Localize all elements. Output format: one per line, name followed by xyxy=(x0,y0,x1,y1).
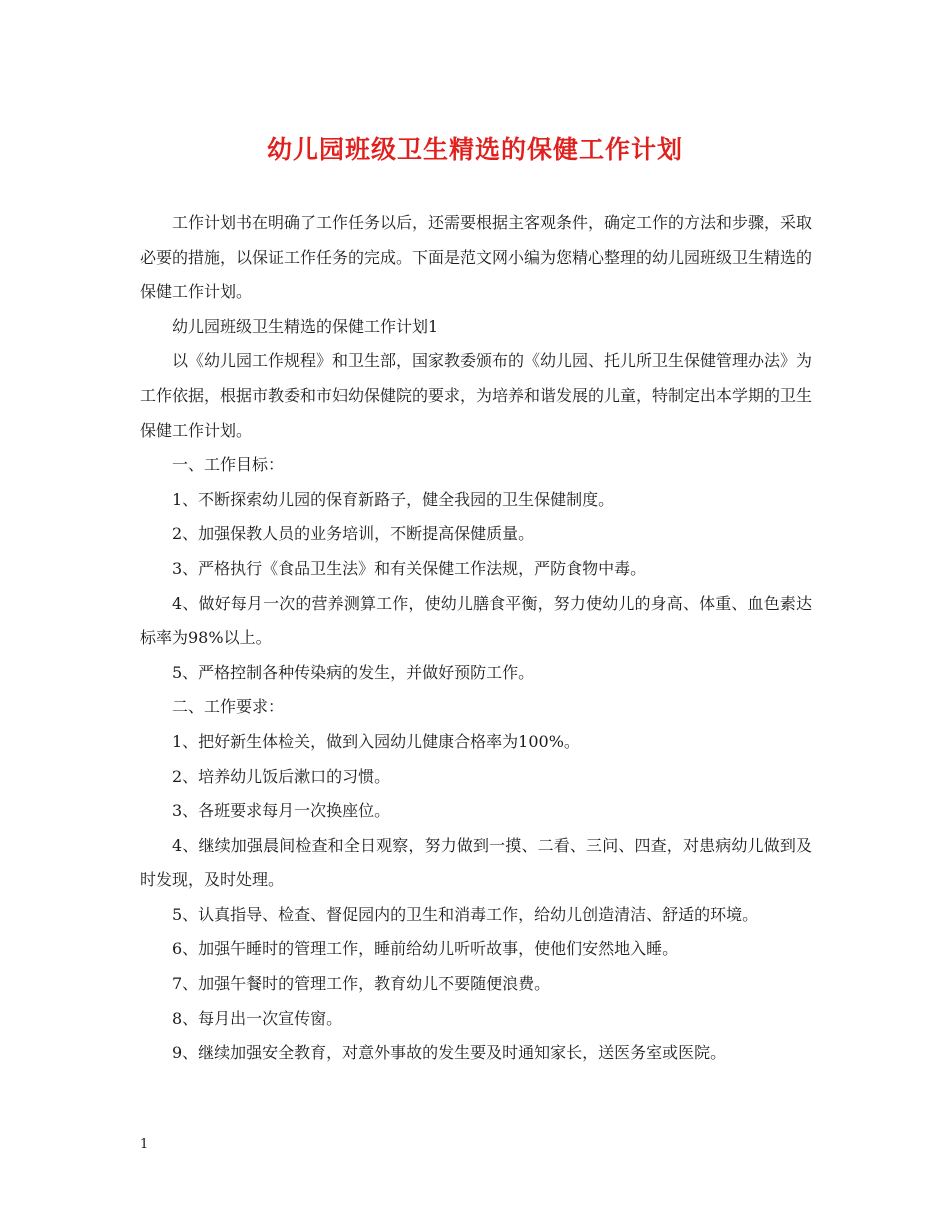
paragraph-basis: 以《幼儿园工作规程》和卫生部，国家教委颁布的《幼儿园、托儿所卫生保健管理办法》为工作依据，根据市教委和市妇幼保健院的要求，为培养和谐发展的儿童，特制定出本学期的卫生保健工作计划。 xyxy=(140,351,813,440)
paragraph-requirement-9: 9、继续加强安全教育，对意外事故的发生要及时通知家长，送医务室或医院。 xyxy=(172,1043,727,1063)
paragraph-section-heading: 幼儿园班级卫生精选的保健工作计划1 xyxy=(172,316,439,336)
paragraph-goals-heading: 一、工作目标： xyxy=(172,455,285,475)
paragraph-goal-3: 3、严格执行《食品卫生法》和有关保健工作法规，严防食物中毒。 xyxy=(172,558,647,578)
paragraph-requirement-3: 3、各班要求每月一次换座位。 xyxy=(172,801,391,821)
paragraph-requirement-1: 1、把好新生体检关，做到入园幼儿健康合格率为100%。 xyxy=(172,731,580,751)
paragraph-goal-5: 5、严格控制各种传染病的发生，并做好预防工作。 xyxy=(172,662,535,682)
paragraph-requirements-heading: 二、工作要求： xyxy=(172,697,285,717)
paragraph-requirement-5: 5、认真指导、检查、督促园内的卫生和消毒工作，给幼儿创造清洁、舒适的环境。 xyxy=(172,904,759,924)
page-number: 1 xyxy=(140,1137,149,1152)
paragraph-requirement-7: 7、加强午餐时的管理工作，教育幼儿不要随便浪费。 xyxy=(172,974,551,994)
document-body xyxy=(140,206,812,1071)
paragraph-requirement-6: 6、加强午睡时的管理工作，睡前给幼儿听听故事，使他们安然地入睡。 xyxy=(172,939,679,959)
paragraph-goal-4: 4、做好每月一次的营养测算工作，使幼儿膳食平衡，努力使幼儿的身高、体重、血色素达标率为98%以上。 xyxy=(140,593,812,648)
paragraph-goal-1: 1、不断探索幼儿园的保育新路子，健全我园的卫生保健制度。 xyxy=(172,489,615,509)
paragraph-requirement-8: 8、每月出一次宣传窗。 xyxy=(172,1008,343,1028)
paragraph-requirement-2: 2、培养幼儿饭后漱口的习惯。 xyxy=(172,766,391,786)
document-title: 幼儿园班级卫生精选的保健工作计划 xyxy=(266,135,683,164)
paragraph-goal-2: 2、加强保教人员的业务培训，不断提高保健质量。 xyxy=(172,524,535,544)
paragraph-requirement-4: 4、继续加强晨间检查和全日观察，努力做到一摸、二看、三问、四查，对患病幼儿做到及时发现，及时处理。 xyxy=(140,835,812,890)
paragraph-intro: 工作计划书在明确了工作任务以后，还需要根据主客观条件，确定工作的方法和步骤，采取必要的措施，以保证工作任务的完成。下面是范文网小编为您精心整理的幼儿园班级卫生精选的保健工作计划。 xyxy=(140,213,813,302)
